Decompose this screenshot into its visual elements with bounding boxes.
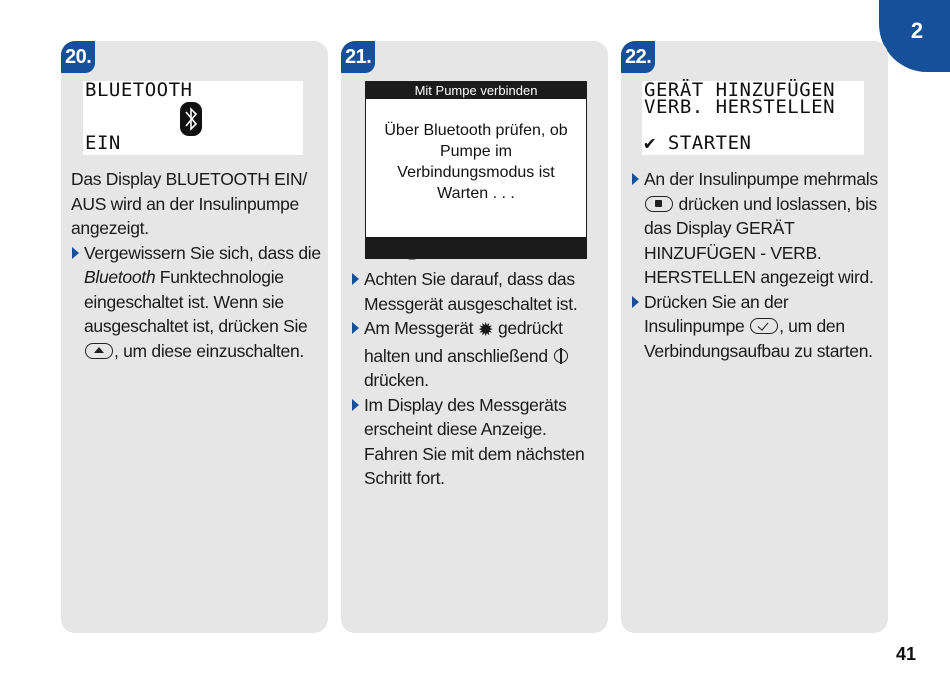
power-icon: [554, 349, 568, 363]
instruction-bullet: Achten Sie darauf, dass das Messgerät ausgeschaltet ist.: [351, 267, 601, 316]
display-line-2: EIN: [85, 132, 121, 154]
instruction-bullet: Am Messgerät ✹ gedrückt halten und anschließend drücken.: [351, 316, 601, 393]
step-number: 22.: [621, 41, 655, 73]
step-20-text: [71, 167, 321, 363]
pump-display-bluetooth: [83, 81, 303, 155]
pump-display-add-device: [642, 81, 864, 155]
display-line-2: VERB. HERSTELLEN: [644, 96, 836, 118]
meter-display-footer: [366, 237, 586, 258]
step-number: 20.: [61, 41, 95, 73]
step-panel-20: [61, 41, 328, 633]
display-line-1: GERÄT HINZUFÜGEN: [644, 79, 836, 101]
menu-key-icon: [645, 196, 673, 212]
light-icon: ✹: [477, 320, 494, 341]
check-key-icon: [750, 318, 778, 334]
display-line-3: ✔ STARTEN: [644, 132, 752, 154]
instruction-bullet: An der Insulinpumpe mehrmals drücken und loslassen, bis das Display GERÄT HINZUFÜGEN - VERB. HERSTELLEN angezeigt wird.: [631, 167, 881, 290]
meter-display-title: Mit Pumpe verbinden: [366, 82, 586, 99]
meter-display: [365, 81, 587, 259]
step-panel-22: [621, 41, 888, 633]
display-line-1: BLUETOOTH: [85, 79, 193, 101]
page-number: 41: [895, 644, 916, 664]
bluetooth-icon: [180, 102, 202, 136]
meter-display-message: Über Bluetooth prüfen, ob Pumpe im Verbindungsmodus ist Warten . . .: [384, 122, 568, 202]
step-22-text: [631, 167, 881, 363]
step-intro: Das Display BLUETOOTH EIN/ AUS wird an der Insulinpumpe angezeigt.: [71, 169, 307, 238]
instruction-bullet: Drücken Sie an der Insulinpumpe , um den Verbindungsaufbau zu starten.: [631, 290, 881, 364]
instruction-bullet: Vergewissern Sie sich, dass die Bluetooth Funktechnologie eingeschaltet ist. Wenn sie ausgeschaltet ist, drücken Sie , um diese einzuschalten.: [71, 241, 321, 364]
step-number: 21.: [341, 41, 375, 73]
up-arrow-key-icon: [85, 343, 113, 359]
step-panel-21: [341, 41, 608, 633]
chapter-number: 2: [910, 18, 924, 43]
instruction-bullet: Im Display des Messgeräts erscheint diese Anzeige. Fahren Sie mit dem nächsten Schritt fort.: [351, 393, 601, 491]
step-21-text: [351, 267, 601, 491]
